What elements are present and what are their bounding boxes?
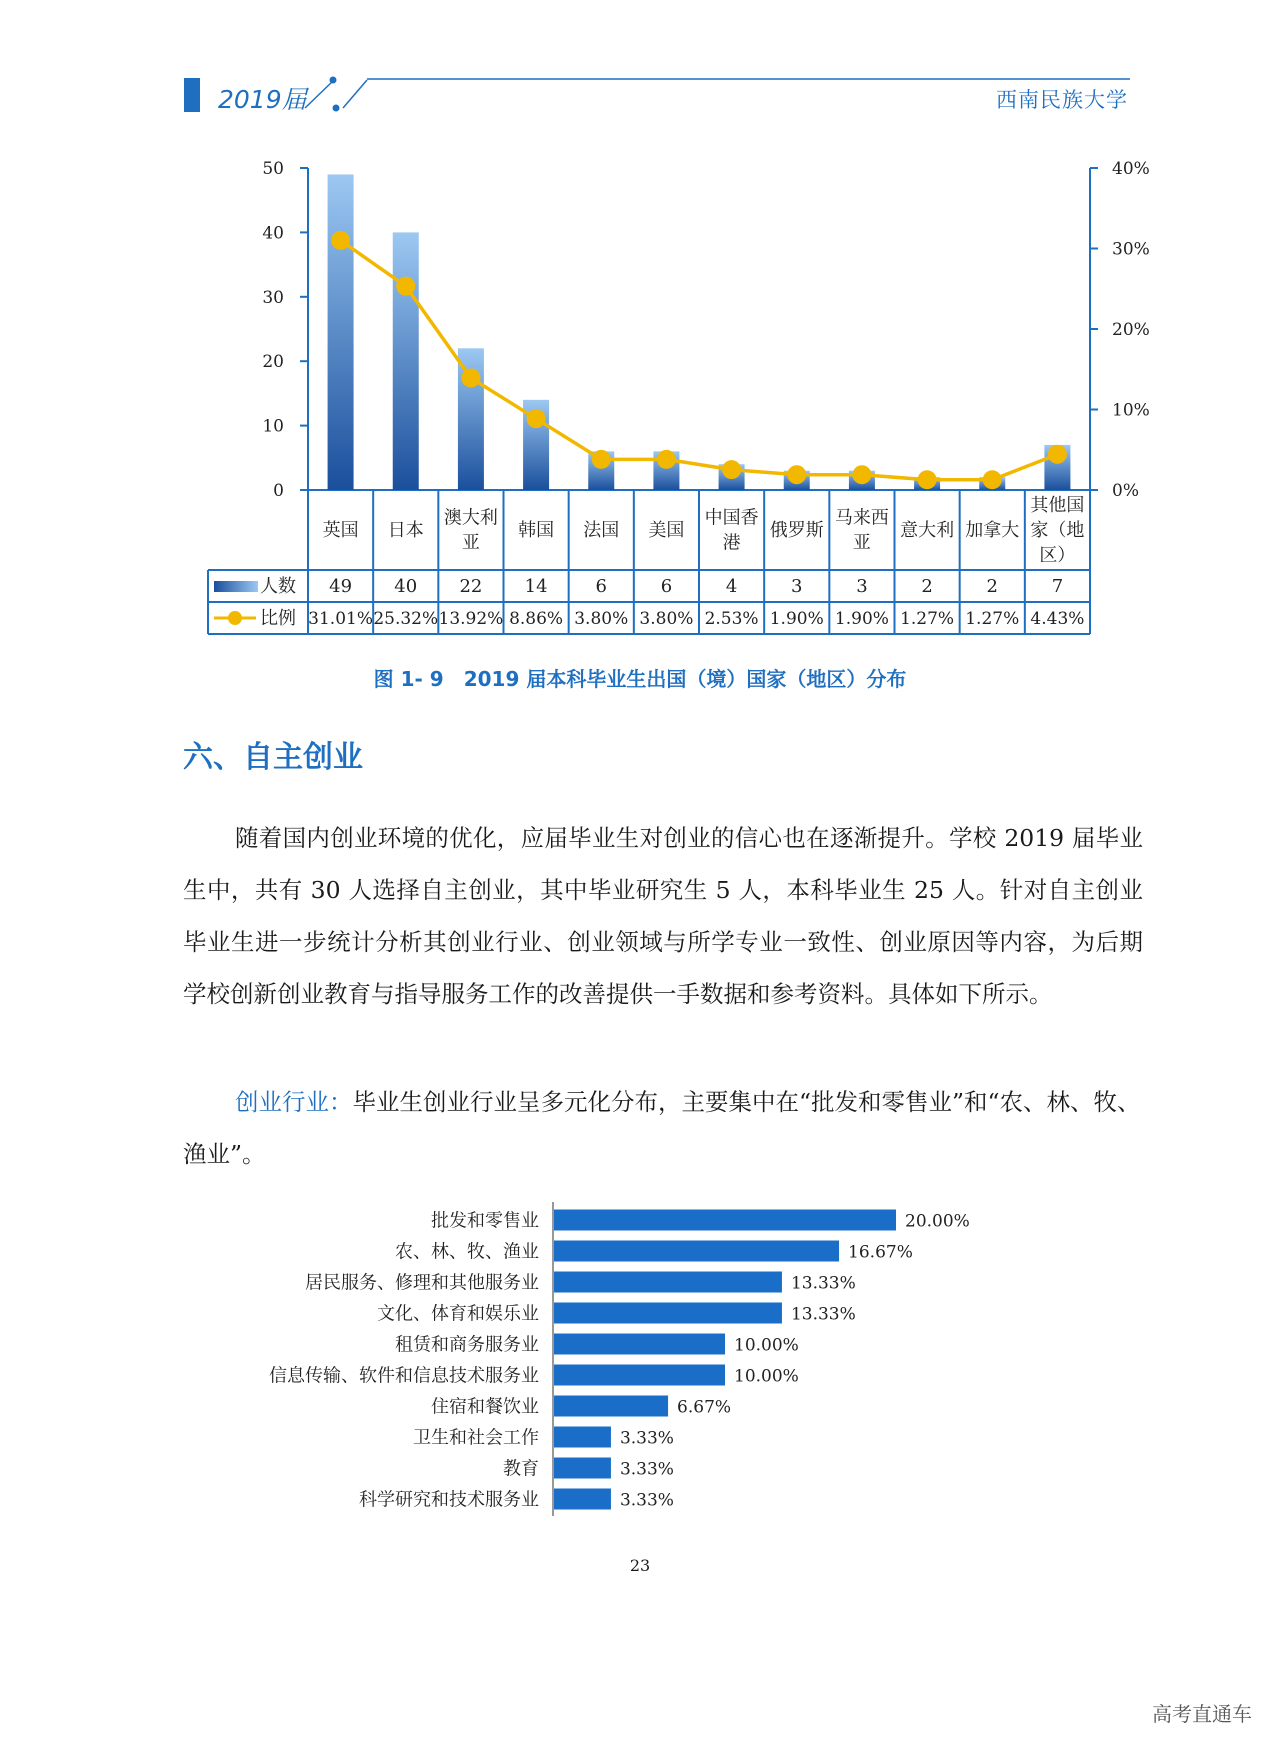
page-number: 23: [629, 1556, 651, 1575]
category-label: 中国香: [704, 507, 759, 529]
table-ratio-cell: 25.32%: [373, 609, 439, 629]
hbar-bar: [554, 1365, 725, 1386]
hbar-bar: [554, 1272, 782, 1293]
ratio-marker: [592, 450, 611, 469]
chart1-caption: 图 1- 9 2019 届本科毕业生出国（境）国家（地区）分布: [373, 667, 907, 691]
hbar-value-label: 10.00%: [734, 1366, 799, 1387]
hbar-category-label: 住宿和餐饮业: [431, 1396, 539, 1418]
category-label: 英国: [322, 520, 359, 541]
hbar-value-label: 3.33%: [619, 1428, 674, 1449]
ratio-marker: [983, 470, 1002, 489]
table-count-cell: 22: [459, 576, 483, 597]
hbar-category-label: 租赁和商务服务业: [395, 1334, 539, 1356]
ratio-marker: [722, 460, 741, 479]
header-year: 2019届: [218, 85, 307, 114]
ratio-marker: [396, 277, 415, 296]
ratio-marker: [657, 450, 676, 469]
category-label: 家（地: [1030, 520, 1085, 541]
table-ratio-cell: 13.92%: [438, 609, 504, 629]
hbar-value-label: 6.67%: [677, 1397, 732, 1418]
table-ratio-cell: 8.86%: [509, 609, 564, 629]
right-tick-label: 10%: [1112, 400, 1150, 421]
table-count-cell: 6: [660, 576, 673, 597]
category-label: 其他国: [1030, 495, 1085, 516]
table-ratio-cell: 2.53%: [704, 609, 759, 629]
hbar-bar: [554, 1427, 611, 1448]
hbar-bar: [554, 1334, 725, 1355]
hbar-value-label: 13.33%: [790, 1273, 856, 1294]
ratio-marker: [461, 368, 480, 387]
hbar-bar: [554, 1241, 839, 1262]
chart1-ratio-line: [331, 231, 1067, 489]
category-label: 俄罗斯: [769, 520, 824, 541]
table-count-cell: 7: [1051, 576, 1064, 597]
category-label: 意大利: [900, 520, 955, 541]
right-tick-label: 20%: [1112, 320, 1150, 340]
watermark-text: 高考直通车: [1152, 1702, 1252, 1726]
header-school-name: 西南民族大学: [996, 88, 1128, 112]
hbar-bar: [554, 1489, 611, 1510]
ratio-marker: [918, 470, 937, 489]
paragraph-industry: [183, 1076, 1143, 1180]
category-label: 区）: [1039, 545, 1076, 566]
hbar-category-label: 科学研究和技术服务业: [359, 1489, 539, 1511]
category-label: 澳大利: [443, 507, 498, 529]
table-count-cell: 49: [329, 576, 353, 597]
table-ratio-cell: 3.80%: [574, 609, 629, 629]
right-tick-label: 0%: [1112, 481, 1139, 501]
left-tick-label: 30: [262, 287, 284, 308]
paragraph-entrepreneurship: 随着国内创业环境的优化，应届毕业生对创业的信心也在逐渐提升。学校 2019 届毕业生中，共有 30 人选择自主创业，其中毕业研究生 5 人，本科毕业生 25 人。针对自主创业毕业生进一步统计分析其创业行业、创业领域与所学专业一致性、创业原因等内容，为后期学校创新创业教育与指导服务工作的改善提供一手数据和参考资料。具体如下所示。: [183, 824, 1143, 1008]
chart1-axes: [300, 168, 1098, 490]
chart1-data-table: [208, 490, 1090, 634]
ratio-marker: [1048, 445, 1067, 464]
ratio-polyline: [341, 240, 1058, 479]
category-label: 日本: [387, 520, 424, 541]
category-label: 马来西: [834, 507, 889, 529]
hbar-value-label: 10.00%: [734, 1335, 799, 1356]
left-tick-label: 20: [262, 352, 284, 373]
legend-ratio-marker: [228, 611, 242, 625]
hbar-category-label: 教育: [503, 1458, 539, 1480]
table-ratio-cell: 4.43%: [1030, 609, 1085, 629]
legend-count-swatch: [214, 581, 258, 592]
right-tick-label: 40%: [1112, 159, 1150, 179]
hbar-value-label: 20.00%: [905, 1211, 970, 1232]
table-count-cell: 4: [725, 576, 738, 597]
hbar-category-label: 卫生和社会工作: [413, 1427, 539, 1449]
table-count-cell: 2: [986, 576, 998, 597]
category-label: 韩国: [518, 520, 555, 541]
left-tick-label: 50: [262, 159, 284, 179]
bar-count: [393, 232, 419, 490]
category-label: 美国: [648, 520, 685, 541]
category-label: 法国: [583, 520, 620, 541]
table-ratio-cell: 1.27%: [965, 609, 1020, 629]
hbar-category-label: 批发和零售业: [431, 1210, 539, 1232]
hbar-category-label: 居民服务、修理和其他服务业: [305, 1272, 539, 1294]
hbar-value-label: 3.33%: [619, 1490, 674, 1511]
table-count-cell: 14: [524, 576, 548, 597]
table-ratio-cell: 3.80%: [639, 609, 694, 629]
hbar-category-label: 信息传输、软件和信息技术服务业: [269, 1365, 539, 1387]
table-count-cell: 3: [856, 576, 868, 597]
table-count-cell: 3: [791, 576, 803, 597]
table-count-cell: 2: [921, 576, 933, 597]
bar-count: [328, 174, 354, 490]
legend-count-label: 人数: [260, 576, 296, 597]
hbar-value-label: 16.67%: [848, 1242, 913, 1263]
table-ratio-cell: 1.27%: [900, 609, 955, 629]
left-tick-label: 0: [273, 481, 284, 501]
hbar-bar: [554, 1303, 782, 1324]
right-tick-label: 30%: [1112, 239, 1150, 260]
table-count-cell: 40: [394, 576, 418, 597]
section-title: 六、自主创业: [183, 740, 363, 775]
hbar-category-label: 文化、体育和娱乐业: [377, 1303, 539, 1325]
category-label: 加拿大: [965, 520, 1020, 541]
left-tick-label: 40: [262, 223, 284, 244]
ratio-marker: [852, 465, 871, 484]
hbar-value-label: 3.33%: [619, 1459, 674, 1480]
header-decoration: [305, 77, 1130, 112]
category-label: 亚: [461, 532, 480, 554]
country-distribution-chart: [208, 159, 1150, 634]
legend-ratio-label: 比例: [260, 608, 296, 629]
industry-distribution-chart: [269, 1202, 970, 1516]
hbar-bar: [554, 1210, 896, 1231]
hbar-bar: [554, 1458, 611, 1479]
left-tick-label: 10: [262, 416, 284, 437]
table-ratio-cell: 1.90%: [769, 609, 824, 629]
ratio-marker: [787, 465, 806, 484]
industry-keyword: 创业行业：: [235, 1088, 353, 1116]
industry-text: 毕业生创业行业呈多元化分布，主要集中在“批发和零售业”和“农、林、牧、渔业”。: [183, 1088, 1141, 1168]
table-count-cell: 6: [595, 576, 607, 597]
ratio-marker: [527, 409, 546, 428]
table-ratio-cell: 1.90%: [834, 609, 889, 629]
table-ratio-cell: 31.01%: [308, 609, 373, 629]
hbar-bar: [554, 1396, 668, 1417]
category-label: 亚: [852, 532, 871, 554]
hbar-category-label: 农、林、牧、渔业: [395, 1241, 539, 1263]
ratio-marker: [331, 231, 350, 250]
category-label: 港: [722, 532, 741, 554]
hbar-value-label: 13.33%: [790, 1304, 856, 1325]
